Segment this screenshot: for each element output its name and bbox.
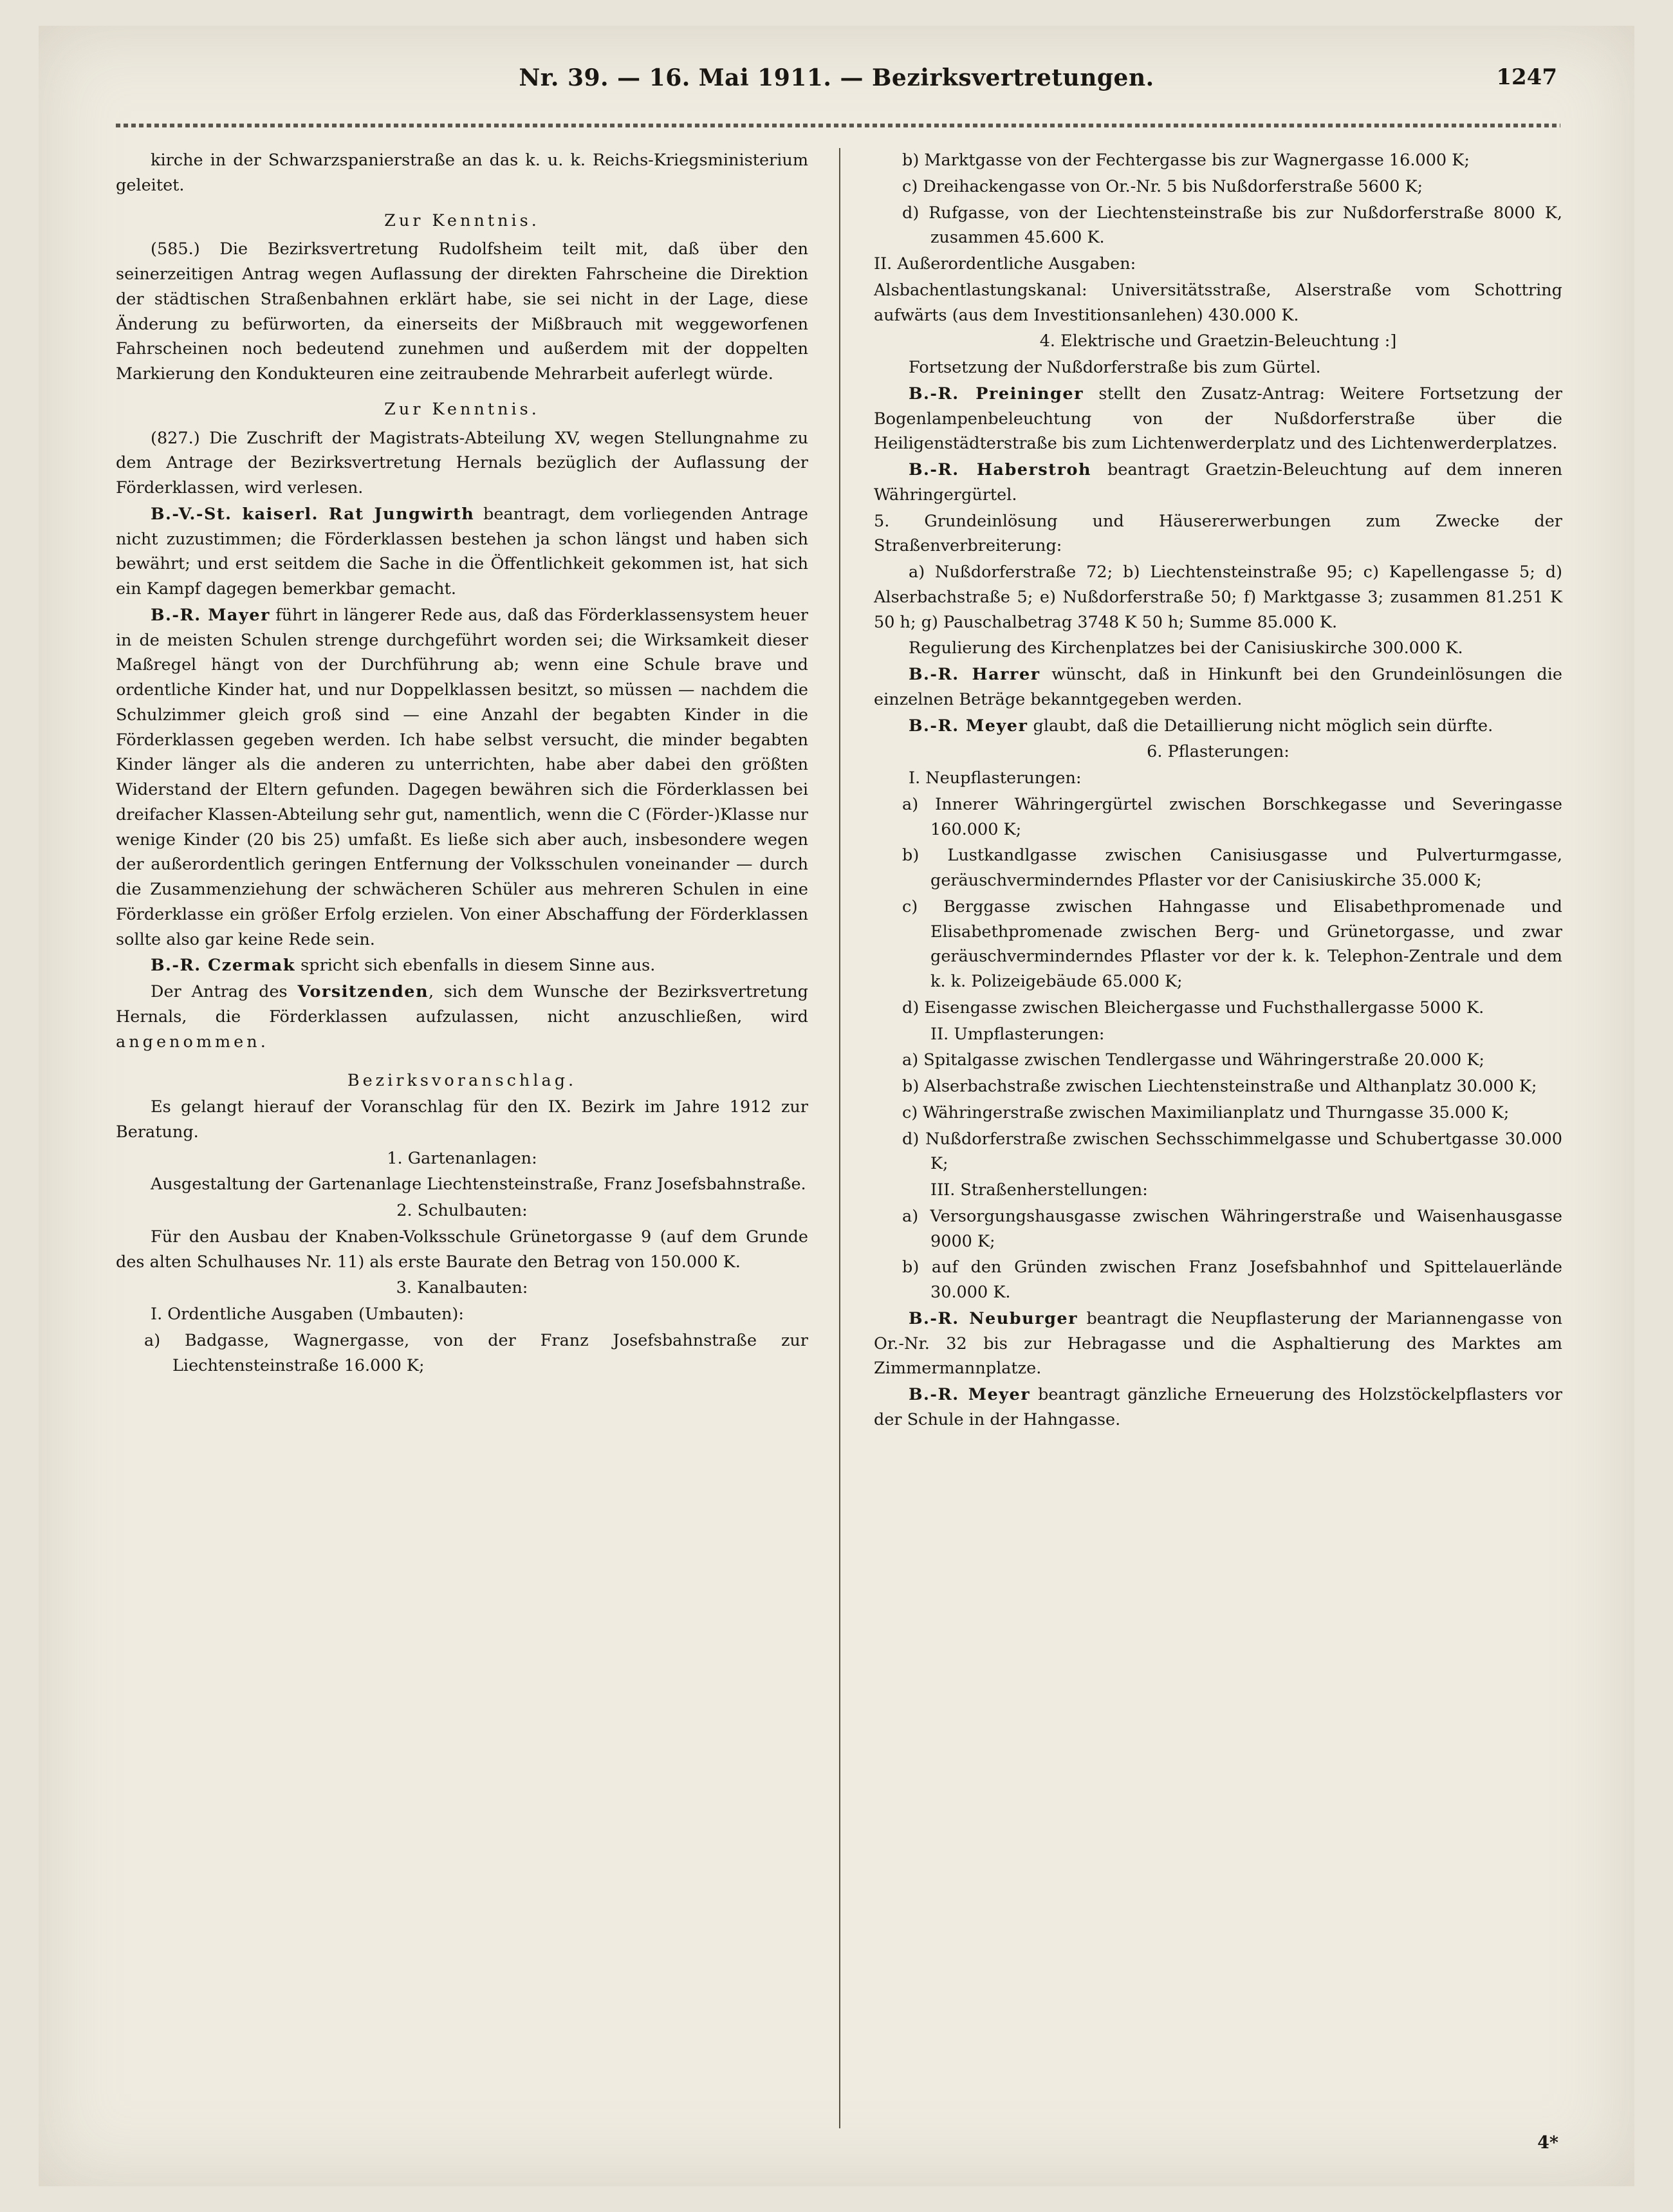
speech-paragraph: B.-R. Mayer führt in längerer Rede aus, daß das Förderklassensystem heuer in de meisten Schulen strenge durchgeführt worden sei; die Wirksamkeit dieser Maßregel hängt von der Durchführung ab; wenn eine Schule brave und ordentliche Kinder hat, und nur Doppelklassen besitzt, so müssen — nachdem die Schulzimmer gleich groß sind — eine Anzahl der begabten Kinder in die Förderklassen gegeben werden. Ich habe selbst versucht, die minder begabten Kinder länger als die anderen zu unterrichten, habe aber dabei den größten Widerstand der Eltern gefunden. Dagegen bewähren sich die Förderklassen bei dreifacher Klassen-Abteilung sehr gut, namentlich, wenn die C (Förder-)Klasse nur wenige Kinder (20 bis 25) umfaßt. Es ließe sich aber auch, insbesondere wegen der außerordentlich geringen Entfernung der Volksschulen voneinander — durch die Zusammenziehung der schwächeren Schüler aus mehreren Schulen in eine Förderklasse ein größer Erfolg erzielen. Von einer Abschaffung der Förderklassen sollte also gar keine Rede sein. (116, 605, 808, 949)
section-heading: Bezirksvoranschlag. (347, 1071, 577, 1091)
list-item: b) Lustkandlgasse zwischen Canisiusgasse und Pulverturmgasse, geräuschverminderndes Pflaster vor der Canisiuskirche 35.000 K; (902, 846, 1562, 890)
list-item: d) Nußdorferstraße zwischen Sechsschimmelgasse und Schubertgasse 30.000 K; (902, 1129, 1562, 1174)
paragraph: kirche in der Schwarzspanierstraße an das k. u. k. Reichs-Kriegsministerium geleitet. (116, 151, 808, 195)
header-divider (116, 124, 1560, 127)
paragraph: Alsbachentlastungskanal: Universitätsstraße, Alserstraße vom Schottring aufwärts (aus dem Investitionsanlehen) 430.000 K. (874, 280, 1562, 325)
speaker-name: B.-V.-St. kaiserl. Rat Jungwirth (151, 504, 475, 524)
signature-mark: 4* (1537, 2133, 1558, 2153)
paragraph: a) Nußdorferstraße 72; b) Liechtensteinstraße 95; c) Kapellengasse 5; d) Alserbachstraße 5; e) Nußdorferstraße 50; f) Marktgasse 3; zusammen 81.251 K 50 h; g) Pauschalbetrag 3748 K 50 h; Summe 85.000 K. (874, 562, 1562, 632)
paragraph: I. Ordentliche Ausgaben (Umbauten): (151, 1305, 464, 1324)
speech-paragraph: B.-R. Harrer wünscht, daß in Hinkunft bei den Grundeinlösungen die einzelnen Beträge bekanntgegeben werden. (874, 665, 1562, 709)
speech-paragraph: B.-R. Meyer glaubt, daß die Detaillierung nicht möglich sein dürfte. (909, 716, 1493, 736)
list-item: a) Versorgungshausgasse zwischen Währingerstraße und Waisenhausgasse 9000 K; (902, 1206, 1562, 1251)
speaker-name: B.-R. Harrer (909, 665, 1040, 684)
paragraph: Ausgestaltung der Gartenanlage Liechtensteinstraße, Franz Josefsbahnstraße. (151, 1175, 806, 1194)
section-title: 6. Pflasterungen: (1147, 742, 1289, 762)
list-item: b) Marktgasse von der Fechtergasse bis zur Wagnergasse 16.000 K; (902, 151, 1470, 170)
page-number: 1247 (1496, 64, 1557, 90)
speaker-name: B.-R. Haberstroh (909, 460, 1092, 479)
paragraph: I. Neupflasterungen: (909, 768, 1082, 788)
resolution-note: Zur Kenntnis. (384, 210, 540, 230)
speaker-name: B.-R. Neuburger (909, 1308, 1078, 1328)
column-right (839, 148, 1562, 2128)
subsection-label: II. Umpflasterungen: (930, 1024, 1105, 1044)
column-left (116, 148, 839, 2128)
speech-paragraph: B.-V.-St. kaiserl. Rat Jungwirth beantragt, dem vorliegenden Antrage nicht zuzustimmen; die Förderklassen bestehen ja schon längst und haben sich bewährt; und erst seitdem die Sache in die Öffentlichkeit gekommen ist, hat sich ein Kampf dagegen bemerkbar gemacht. (116, 504, 809, 599)
paragraph: (585.) Die Bezirksvertretung Rudolfsheim teilt mit, daß über den seinerzeitigen Antrag wegen Auflassung der direkten Fahrscheine die Direktion der städtischen Straßenbahnen erklärt habe, sie sei nicht in der Lage, diese Änderung zu befürworten, da einerseits der Mißbrauch mit weggeworfenen Fahrscheinen noch bedeutend zunehmen und außerdem mit der doppelten Markierung den Kondukteuren eine zeitraubende Mehrarbeit auferlegt würde. (116, 239, 808, 384)
speaker-name: B.-R. Czermak (151, 956, 296, 976)
speech-paragraph: B.-R. Haberstroh beantragt Graetzin-Beleuchtung auf dem inneren Währingergürtel. (874, 460, 1562, 505)
speaker-name: B.-R. Meyer (909, 716, 1028, 736)
paragraph: 5. Grundeinlösung und Häusererwerbungen zum Zwecke der Straßenverbreiterung: (874, 511, 1562, 556)
speech-paragraph: B.-R. Preininger stellt den Zusatz-Antrag: Weitere Fortsetzung der Bogenlampenbeleuchtung von der Nußdorferstraße über die Heiligenstädterstraße bis zum Lichtenwerderplatz und des Lichtenwerderplatzes. (874, 384, 1562, 454)
list-item: c) Berggasse zwischen Hahngasse und Elisabethpromenade und Elisabethpromenade zwischen Berg- und Grünetorgasse, und zwar geräuschverminderndes Pflaster vor der k. k. Telephon-Zentrale und dem k. k. Polizeigebäude 65.000 K; (902, 897, 1562, 991)
paragraph: Fortsetzung der Nußdorferstraße bis zum Gürtel. (909, 358, 1321, 377)
section-title: 1. Gartenanlagen: (387, 1148, 537, 1168)
paragraph: (827.) Die Zuschrift der Magistrats-Abteilung XV, wegen Stellungnahme zu dem Antrage der Bezirksvertretung Hernals bezüglich der Auflassung der Förderklassen, wird verlesen. (116, 428, 808, 497)
speaker-name: B.-R. Meyer (909, 1385, 1031, 1404)
list-item: b) auf den Gründen zwischen Franz Josefsbahnhof und Spittelauerlände 30.000 K. (902, 1258, 1562, 1302)
speech-paragraph: B.-R. Czermak spricht sich ebenfalls in diesem Sinne aus. (151, 956, 656, 976)
speech-paragraph: B.-R. Meyer beantragt gänzliche Erneuerung des Holzstöckelpflasters vor der Schule in der Hahngasse. (874, 1385, 1562, 1429)
paragraph: Für den Ausbau der Knaben-Volksschule Grünetorgasse 9 (auf dem Grunde des alten Schulhauses Nr. 11) als erste Baurate den Betrag von 150.000 K. (116, 1227, 808, 1272)
list-item: d) Rufgasse, von der Liechtensteinstraße bis zur Nußdorferstraße 8000 K, zusammen 45.600 K. (902, 203, 1562, 248)
list-item: a) Innerer Währingergürtel zwischen Borschkegasse und Severingasse 160.000 K; (902, 794, 1562, 839)
list-item: a) Badgasse, Wagnergasse, von der Franz Josefsbahnstraße zur Liechtensteinstraße 16.000 K; (144, 1330, 808, 1375)
decision-word: angenommen (116, 1032, 261, 1052)
resolution-note: Zur Kenntnis. (384, 399, 540, 419)
section-title: 2. Schulbauten: (396, 1201, 528, 1220)
page-header (116, 64, 1557, 109)
section-title: 3. Kanalbauten: (396, 1278, 528, 1298)
paragraph: II. Außerordentliche Ausgaben: (874, 254, 1136, 274)
paragraph: Es gelangt hierauf der Voranschlag für den IX. Bezirk im Jahre 1912 zur Beratung. (116, 1097, 808, 1142)
list-item: c) Dreihackengasse von Or.-Nr. 5 bis Nußdorferstraße 5600 K; (902, 176, 1423, 196)
list-item: c) Währingerstraße zwischen Maximilianplatz und Thurngasse 35.000 K; (902, 1102, 1510, 1122)
subsection-label: III. Straßenherstellungen: (930, 1180, 1148, 1200)
speech-paragraph: B.-R. Neuburger beantragt die Neupflasterung der Mariannengasse von Or.-Nr. 32 bis zur Hebragasse und die Asphaltierung des Marktes am Zimmermannplatze. (874, 1308, 1563, 1379)
speaker-name: B.-R. Preininger (909, 384, 1084, 404)
section-title: 4. Elektrische und Graetzin-Beleuchtung :] (1039, 331, 1397, 351)
running-title: Nr. 39. — 16. Mai 1911. — Bezirksvertretungen. (519, 64, 1154, 91)
list-item: d) Eisengasse zwischen Bleichergasse und Fuchsthallergasse 5000 K. (902, 998, 1484, 1018)
motion-paragraph: Der Antrag des Vorsitzenden, sich dem Wunsche der Bezirksvertretung Hernals, die Förderklassen aufzulassen, nicht anzuschließen, wird angenommen. (116, 982, 808, 1052)
text-columns (116, 148, 1562, 2128)
speaker-name: Vorsitzenden (297, 982, 429, 1001)
list-item: b) Alserbachstraße zwischen Liechtensteinstraße und Althanplatz 30.000 K; (902, 1077, 1537, 1096)
speaker-name: B.-R. Mayer (151, 605, 270, 625)
list-item: a) Spitalgasse zwischen Tendlergasse und Währingerstraße 20.000 K; (902, 1050, 1484, 1070)
paragraph: Regulierung des Kirchenplatzes bei der Canisiuskirche 300.000 K. (909, 638, 1463, 658)
paper-surface (39, 26, 1634, 2186)
